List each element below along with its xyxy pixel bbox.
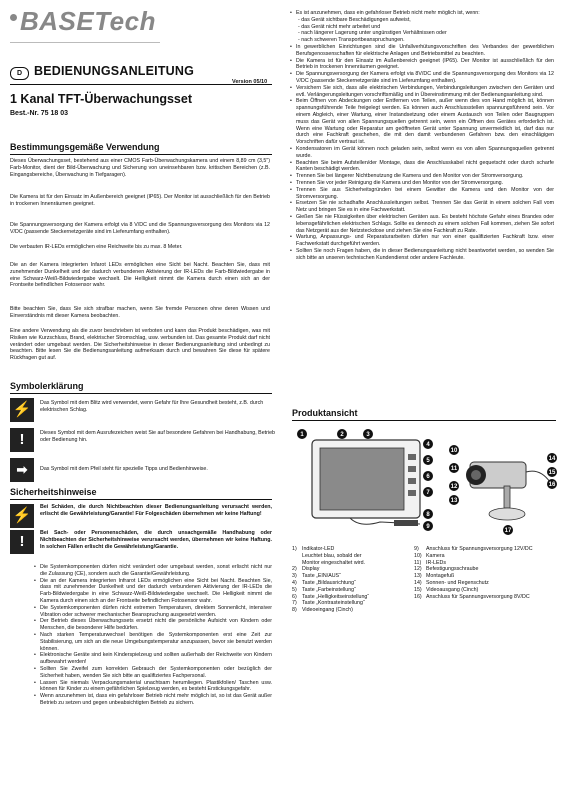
legend-item: 14) Sonnen- und Regenschutz: [414, 579, 489, 586]
list-item: • Sollten Sie noch Fragen haben, die in dieser Bedienungsanleitung nicht beantwortet werden, so wenden Sie sich bitte an unseren technischen Kundendienst oder andere Fachleute.: [296, 248, 554, 262]
list-item: • Lassen Sie niemals Verpackungsmaterial unachtsam herumliegen. Plastikfolien/ Taschen usw. können für Kinder zu einem gefährlichen Spielzeug werden, es besteht Erstickungsgefahr.: [40, 680, 272, 694]
callout-11: 11: [450, 466, 458, 472]
symbol-row: [10, 458, 275, 484]
list-item: • Die Spannungsversorgung der Kamera erfolgt via 8V/DC und die Spannungsversorgung des Monitors via 12 V/DC (passende Steckernetzgeräte sind im Lieferumfang enthalten).: [296, 71, 554, 85]
paragraph: Die Spannungsversorgung der Kamera erfolgt via 8 V/DC und die Spannungsversorgung des Monitors via 12 V/DC (passende Steckernetzgeräte sind im Lieferumfang enthalten).: [10, 222, 270, 235]
legend-item: 13) Montagefuß: [414, 573, 455, 580]
list-item: • Der Betrieb dieses Überwachungssets ersetzt nicht die persönliche Aufsicht von Kindern oder Menschen, die besonderer Hilfe bedürfen.: [40, 618, 272, 632]
legend-item: 3) Taste „EIN/AUS“: [292, 573, 341, 580]
section-rule: [10, 499, 272, 500]
list-item: • Es ist anzunehmen, dass ein gefahrloser Betrieb nicht mehr möglich ist, wenn:: [296, 10, 554, 17]
legend-item: 7) Taste „Kontrasteinstellung“: [292, 600, 365, 607]
section-title-intended-use: Bestimmungsgemäße Verwendung: [10, 142, 160, 152]
paragraph: Die Kamera ist für den Einsatz im Außenbereich geeignet (IP65). Der Monitor ist ausschließlich für den Betrieb in trockenen Innenräumen geeignet.: [10, 194, 270, 207]
paragraph: Die verbauten IR-LEDs ermöglichen eine Reichweite bis zu max. 8 Meter.: [10, 244, 183, 250]
logo-dot: [10, 14, 17, 21]
legend-right: [414, 546, 560, 600]
legend-item: 4) Taste „Bildausrichtung“: [292, 579, 356, 586]
list-item: • Die Kamera ist für den Einsatz im Außenbereich geeignet (IP65). Der Monitor ist ausschließlich für den Betrieb in trockenen Innenräumen geeignet.: [296, 58, 554, 72]
safety-bullets-right: [296, 10, 554, 261]
warranty-warning: Bei Schäden, die durch Nichtbeachten dieser Bedienungsanleitung verursacht werden, erlischt die Gewährleistung/Garantie! Für Folgeschäden übernehmen wir keine Haftung!: [40, 504, 272, 517]
symbol-text: Das Symbol mit dem Pfeil steht für spezielle Tipps und Bedienhinweise.: [40, 466, 208, 472]
paragraph: Eine andere Verwendung als die zuvor beschrieben ist verboten und kann das Produkt beschädigen, was mit Risiken wie Kurzschluss, Brand, elektrischer Stromschlag, usw. verbunden ist. Das gesamte Produkt darf nicht verändert oder umgebaut werden. Die Sicherheitshinweise in dieser Bedienungsanleitung sind unbedingt zu beachten. Bitte lesen Sie die Bedienungsanleitung aufmerksam durch und bewahren Sie diese für spätere Rückfragen gut auf.: [10, 328, 270, 362]
list-item: • In gewerblichen Einrichtungen sind die Unfallverhütungsvorschriften des Verbandes der gewerblichen Berufsgenossenschaften für elektrische Anlagen und Betriebsmittel zu beachten.: [296, 44, 554, 58]
sub-item: - das Gerät nicht mehr arbeitet und: [298, 23, 381, 30]
callout-9: 9: [426, 524, 430, 530]
legend-item: 6) Taste „Helligkeitseinstellung“: [292, 593, 370, 600]
symbol-text: Dieses Symbol mit dem Ausrufezeichen weist Sie auf besondere Gefahren bei Handhabung, Betrieb oder Bedienung hin.: [40, 430, 275, 443]
callout-14: 14: [548, 456, 556, 462]
callout-3: 3: [366, 432, 370, 438]
language-badge: D: [10, 67, 29, 80]
camera-illustration: [466, 462, 550, 520]
brand-name: BASETech: [20, 6, 156, 36]
section-title-safety: Sicherheitshinweise: [10, 487, 97, 497]
list-item: • Trennen Sie bei längerer Nichtbenutzung die Kamera und den Monitor von der Stromversorgung.: [296, 173, 554, 180]
callout-5: 5: [426, 458, 430, 464]
list-item: • Beim Öffnen von Abdeckungen oder Entfernen von Teilen, außer wenn dies von Hand möglich ist, können spannungsführende Teile freigelegt werden. Es können auch Anschlussstellen spannungsführend sein. Vor einem Abgleich, einer Wartung, einer Instandsetzung oder einem Austausch von Teilen oder Baugruppen muss das Gerät von allen Spannungsquellen getrennt sein, wenn ein Öffnen des Gerätes erforderlich ist. Wenn eine Wartung oder Reparatur am geöffneten Gerät unter Spannung unvermeidlich ist, darf das nur durch eine Fachkraft geschehen, die mit den damit verbundenen Gefahren bzw. den einschlägigen Vorschriften dafür vertraut ist.: [296, 98, 554, 146]
paragraph: Die an der Kamera integrierten Infarot LEDs ermöglichen eine Sicht bei Nacht. Beachten Sie, dass mit zunehmender Dunkelheit und der dadurch verbundenen Aktivierung der IR-LEDs die Farb-Bildwiedergabe in eine Schwarz-Weiß-Bildwiedergabe wechselt. Die Helligkeit nimmt die Kamera durch einen sich an der Frontseite befindlichen Fotosensor wahr.: [10, 262, 270, 289]
symbol-row: [10, 428, 275, 454]
order-number: Best.-Nr. 75 18 03: [10, 110, 68, 117]
brand-logo: [10, 6, 156, 36]
legend-item: 2) Display: [292, 566, 320, 573]
list-item: • Elektronische Geräte sind kein Kinderspielzeug und sollten außerhalb der Reichweite von Kindern aufbewahrt werden!: [40, 652, 272, 666]
list-item: • Nach starken Temperaturwechsel benötigen die Systemkomponenten erst eine Zeit zur Stabilisierung, um sich an die neue Umgebungstemperatur anzupassen, bevor sie benutzt werden können.: [40, 632, 272, 652]
paragraph: Dieses Überwachungsset, bestehend aus einer CMOS Farb-Überwachungskamera und einem 8,89 cm (3,5") Farb-Monitor, dient der Bild-Überwachung und Sicherung von uneinsehbaren bzw. kritischen Bereichen (z.B. Eingangsbereiche, Überwachung in Tiefgaragen).: [10, 158, 270, 178]
legend-item: 16) Anschluss für Spannungsversorgung 8V/DC: [414, 593, 530, 600]
legend-item: 11) IR-LEDs: [414, 559, 447, 566]
legend-item: Monitor eingeschaltet wird.: [302, 559, 366, 566]
monitor-illustration: [312, 440, 420, 526]
legend-item: 1) Indikator-LED: [292, 546, 335, 552]
legend-item: 5) Taste „Farbeinstellung“: [292, 586, 356, 593]
section-rule: [10, 154, 272, 155]
lightning-warning-icon: ⚡: [10, 398, 34, 422]
section-rule: [10, 393, 272, 394]
lightning-warning-icon: ⚡: [10, 504, 34, 528]
callout-2: 2: [340, 432, 344, 438]
product-title: 1 Kanal TFT-Überwachungsset: [10, 92, 192, 106]
document-title: BEDIENUNGSANLEITUNG: [34, 64, 195, 78]
version-label: Version 05/10: [232, 79, 268, 85]
exclamation-warning-icon: !: [10, 530, 34, 554]
list-item: • Die Systemkomponenten dürfen nicht verändert oder umgebaut werden, sonst erlischt nicht nur die Zulassung (CE), sondern auch die Garantie/Gewährleistung.: [40, 564, 272, 578]
product-illustration: [290, 428, 560, 538]
list-item: • Wartung, Anpassungs- und Reparaturarbeiten dürfen nur von einer qualifizierten Fachkraft bzw. einer Fachwerkstatt durchgeführt werden.: [296, 234, 554, 248]
legend-item: 8) Videoeingang (Cinch): [292, 607, 353, 614]
logo-underline: [10, 42, 160, 43]
callout-12: 12: [450, 484, 458, 490]
symbol-text: Das Symbol mit dem Blitz wird verwendet, wenn Gefahr für Ihre Gesundheit besteht, z.B. durch elektrischen Schlag.: [40, 400, 264, 413]
sub-item: - nach schweren Transportbeanspruchungen.: [298, 37, 405, 44]
callout-10: 10: [450, 448, 458, 454]
list-item: • Trennen Sie aus Sicherheitsgründen bei einem Gewitter die Kamera und den Monitor von der Stromversorgung.: [296, 187, 554, 201]
callout-15: 15: [548, 470, 556, 476]
liability-warning: Bei Sach- oder Personenschäden, die durch unsachgemäße Handhabung oder Nichtbeachten der Sicherheitshinweise verursacht werden, übernehmen wir keine Haftung. In solchen Fällen erlischt die Gewährleistung/Garantie.: [40, 530, 272, 550]
list-item: • Wenn anzunehmen ist, dass ein gefahrloser Betrieb nicht mehr möglich ist, so ist das Gerät außer Betrieb zu setzen und gegen unbeabsichtigten Betrieb zu sichern.: [40, 693, 272, 707]
list-item: • Beachten Sie beim Aufstellen/der Montage, dass die Anschlusskabel nicht gequetscht oder durch scharfe Kanten beschädigt werden.: [296, 160, 554, 174]
callout-7: 7: [426, 490, 430, 496]
product-diagram: [290, 428, 560, 538]
list-item: • Ersetzen Sie nie schadhafte Anschlussleitungen selbst. Trennen Sie das Gerät in einem solchen Fall vom Netz und bringen Sie es in eine Fachwerkstatt.: [296, 200, 554, 214]
legend-item: 15) Videoausgang (Cinch): [414, 586, 479, 593]
callout-13: 13: [450, 498, 458, 504]
legend-item: 12) Befestigungsschraube: [414, 566, 479, 573]
callout-16: 16: [548, 482, 556, 488]
legend-item: 9) Anschluss für Spannungsversorgung 12V/DC: [414, 546, 533, 552]
sub-item: - das Gerät sichtbare Beschädigungen aufweist,: [298, 16, 411, 23]
list-item: • Kondensatoren im Gerät können noch geladen sein, selbst wenn es von allen Spannungsquellen getrennt wurde.: [296, 146, 554, 160]
arrow-tip-icon: ➡: [10, 458, 34, 482]
list-item: • Die Systemkomponenten dürfen nicht extremen Temperaturen, direktem Sonnenlicht, intensiver Vibration oder schwerer mechanischer Beanspruchung ausgesetzt werden.: [40, 605, 272, 619]
callout-8: 8: [426, 512, 430, 518]
legend-item: 10) Kamera: [414, 552, 445, 559]
callout-4: 4: [426, 442, 430, 448]
list-item: • Sollten Sie Zweifel zum korrekten Gebrauch der Systemkomponenten oder bezüglich der Sicherheit haben, wenden Sie sich bitte an qualifiziertes Fachpersonal.: [40, 666, 272, 680]
list-item: • Gießen Sie nie Flüssigkeiten über elektrischen Geräten aus. Es besteht höchste Gefahr eines Brandes oder lebensgefährlichen elektrischen Schlags. Sollte es dennoch zu einem solchen Fall kommen, ziehen Sie sofort das Netzgerät aus der Netzsteckdose und ziehen Sie eine Fachkraft zu Rate.: [296, 214, 554, 234]
callout-17: 17: [504, 528, 512, 534]
safety-bullets-left: [40, 564, 272, 707]
section-rule: [292, 420, 556, 421]
callout-6: 6: [426, 474, 430, 480]
symbol-row: [10, 398, 275, 424]
paragraph: Bitte beachten Sie, dass Sie sich strafbar machen, wenn Sie fremde Personen ohne deren Wissen und Einverständnis mit dieser Kamera beobachten.: [10, 306, 270, 319]
section-title-symbols: Symbolerklärung: [10, 381, 84, 391]
callout-1: 1: [300, 432, 304, 438]
section-title-product-view: Produktansicht: [292, 408, 358, 418]
legend-left: [292, 546, 410, 614]
list-item: • Die an der Kamera integrierten Infrarot LEDs ermöglichen eine Sicht bei Nacht. Beachten Sie, dass mit zunehmender Dunkelheit und der dadurch verbundenen Aktivierung der IR-LEDs die Farb-Bildwiedergabe in eine Schwarz-Weiß-Bildwiedergabe wechselt. Die Helligkeit nimmt die Kamera durch einen sich an der Frontseite befindlichen Fotosensor wahr.: [40, 578, 272, 605]
exclamation-warning-icon: !: [10, 428, 34, 452]
legend-item: Leuchtet blau, sobald der: [302, 552, 362, 559]
sub-item: - nach längerer Lagerung unter ungünstigen Verhältnissen oder: [298, 30, 447, 37]
list-item: • Trennen Sie vor jeder Reinigung die Kamera und den Monitor von der Stromversorgung.: [296, 180, 554, 187]
list-item: • Versichern Sie sich, dass alle elektrischen Verbindungen, Verbindungsleitungen zwischen den Geräten und evtl. Verlängerungsleitungen vorschriftsmäßig und in Übereinstimmung mit der Bedienungsanleitung sind.: [296, 85, 554, 99]
